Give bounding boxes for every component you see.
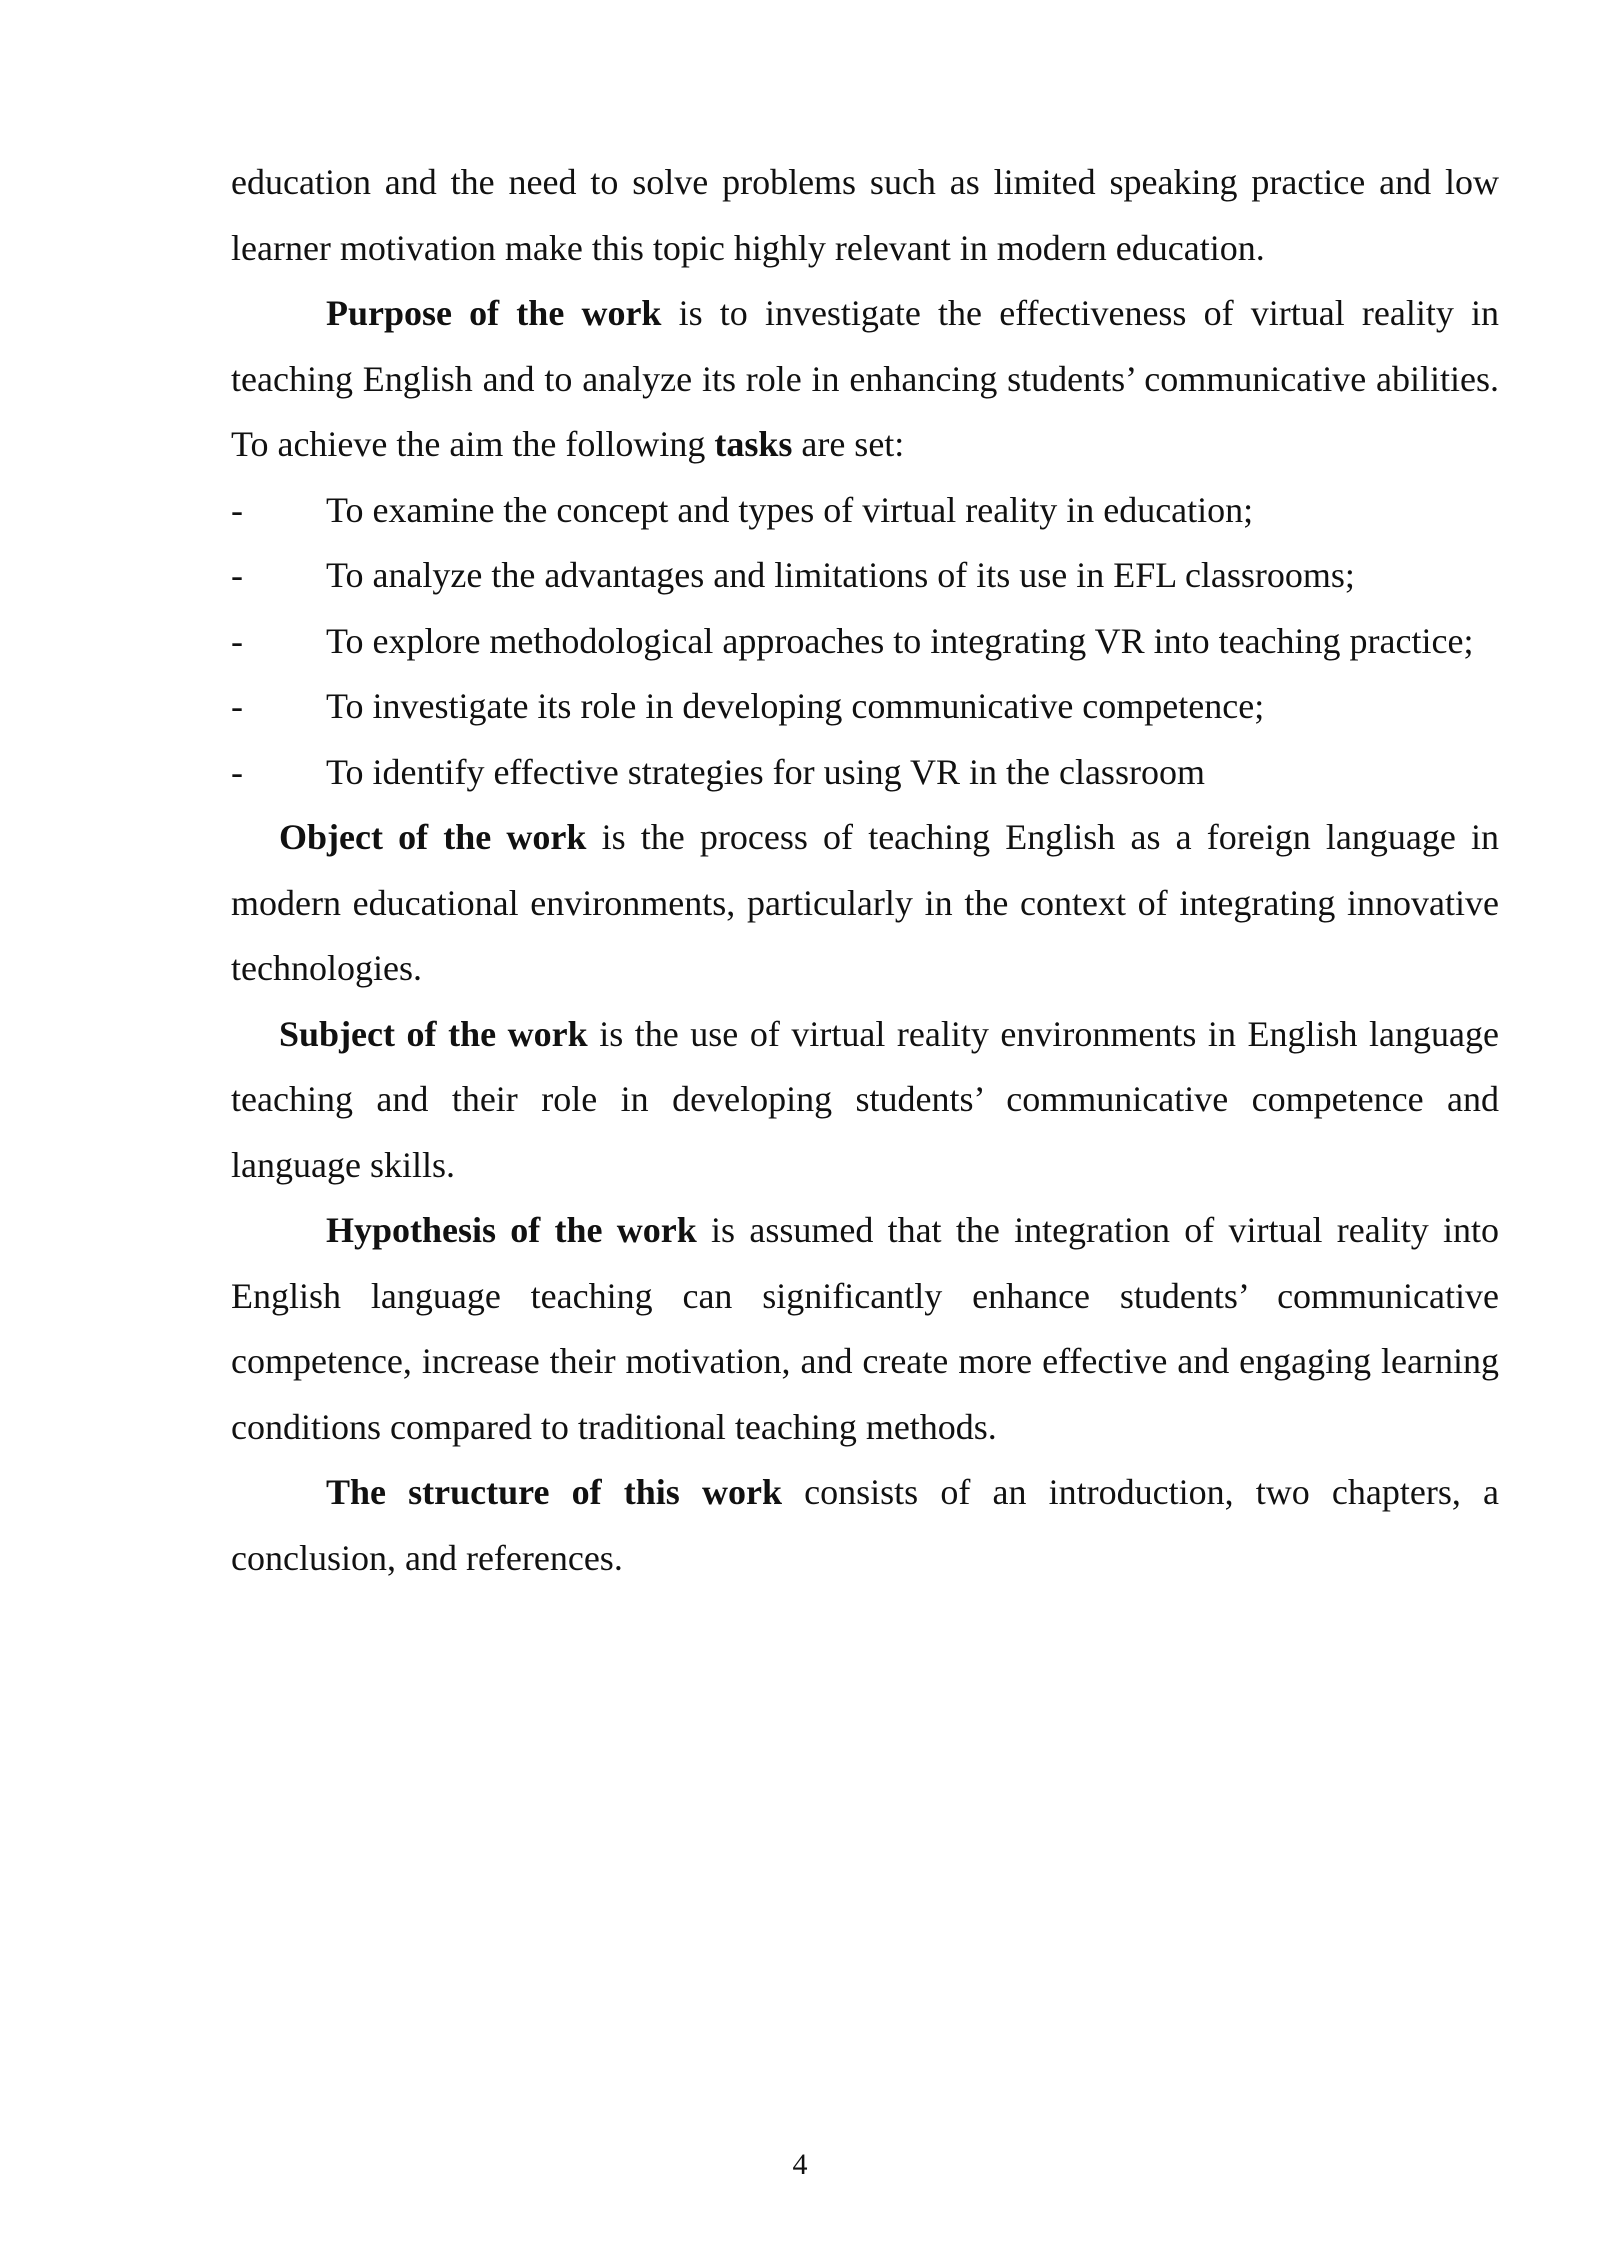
dash-marker: - (231, 555, 243, 595)
structure-paragraph (231, 1460, 1499, 1591)
hypothesis-paragraph (231, 1198, 1499, 1460)
task-text: To investigate its role in developing communicative competence; (326, 686, 1265, 726)
task-text: To analyze the advantages and limitations of its use in EFL classrooms; (326, 555, 1355, 595)
task-text: To explore methodological approaches to integrating VR into teaching practice; (326, 620, 1474, 661)
task-text: To identify effective strategies for using VR in the classroom (326, 751, 1205, 792)
intro-continuation-paragraph: education and the need to solve problems such as limited speaking practice and low learner motivation make this topic highly relevant in modern education. (231, 162, 1499, 268)
structure-text: consists of an introduction, two chapters, a conclusion, and references. (231, 1472, 1500, 1578)
hypothesis-text: is assumed that the integration of virtual reality into English language teaching can significantly enhance students’ communicative competence, increase their motivation, and create more effective and engaging learning conditions compared to traditional teaching methods. (231, 1210, 1499, 1447)
dash-marker: - (231, 751, 243, 792)
task-list-item (231, 609, 1499, 675)
hypothesis-label: Hypothesis of the work (326, 1210, 697, 1250)
dash-marker: - (231, 686, 243, 726)
dash-marker: - (231, 620, 243, 661)
purpose-paragraph (231, 281, 1499, 478)
task-list-item (231, 740, 1499, 806)
page-number: 4 (792, 2148, 808, 2181)
object-paragraph (231, 805, 1499, 1002)
purpose-text: is to investigate the effectiveness of virtual reality in teaching English and to analyze its role in enhancing students’ communicative abilities. To achieve the aim the following (231, 293, 1499, 464)
purpose-text-end: are set: (792, 424, 905, 464)
dash-marker: - (231, 489, 243, 530)
object-label: Object of the work (279, 817, 587, 857)
task-list-item (231, 543, 1499, 609)
task-list-item (231, 478, 1499, 544)
task-text: To examine the concept and types of virtual reality in education; (326, 489, 1254, 530)
purpose-label: Purpose of the work (326, 293, 662, 333)
subject-text: is the use of virtual reality environments in English language teaching and their role in developing students’ communicative competence and language skills. (231, 1013, 1499, 1185)
document-body (231, 150, 1499, 1591)
tasks-label: tasks (714, 424, 793, 464)
subject-paragraph (231, 1002, 1499, 1199)
subject-label: Subject of the work (279, 1013, 588, 1054)
structure-label: The structure of this work (326, 1472, 782, 1512)
object-text: is the process of teaching English as a foreign language in modern educational environments, particularly in the context of integrating innovative technologies. (231, 817, 1499, 988)
task-list-item (231, 674, 1499, 740)
